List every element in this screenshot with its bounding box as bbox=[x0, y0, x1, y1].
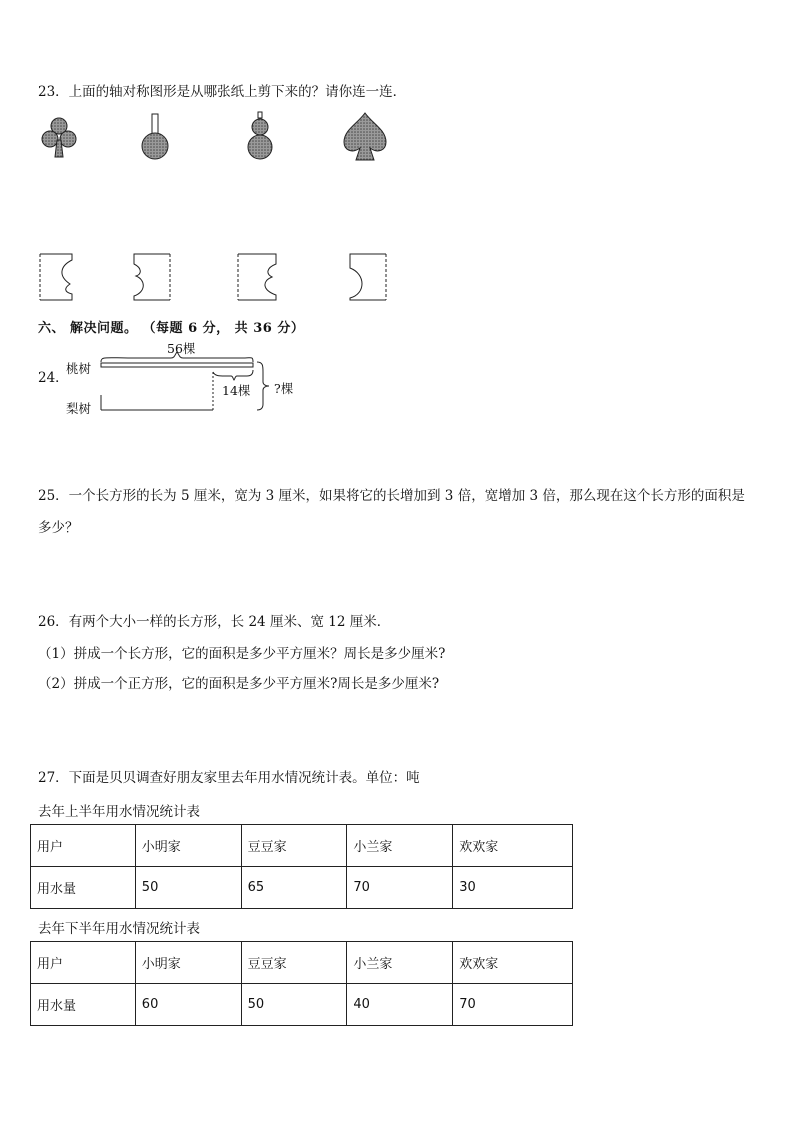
spade-icon bbox=[344, 113, 386, 160]
table-row bbox=[31, 867, 573, 909]
table-cell: 70 bbox=[347, 867, 453, 909]
q26-line1: 26．有两个大小一样的长方形，长 24 厘米、宽 12 厘米． bbox=[38, 614, 391, 630]
table-cell: 50 bbox=[135, 867, 241, 909]
q24-question: ?棵 bbox=[274, 381, 294, 396]
table-cell: 60 bbox=[135, 984, 241, 1026]
table-row bbox=[31, 825, 573, 867]
q26-line2: （1）拼成一个长方形，它的面积是多少平方厘米？周长是多少厘米? bbox=[38, 646, 446, 662]
table2 bbox=[30, 941, 573, 1026]
table-cell: 欢欢家 bbox=[453, 825, 573, 867]
keyhole-icon bbox=[142, 114, 168, 159]
paper-a bbox=[40, 254, 72, 300]
gourd-icon bbox=[248, 112, 272, 159]
table-cell: 小兰家 bbox=[347, 825, 453, 867]
q25-line1: 25．一个长方形的长为 5 厘米，宽为 3 厘米，如果将它的长增加到 3 倍，宽增加 3 倍，那么现在这个长方形的面积是 bbox=[38, 488, 745, 504]
table-cell: 30 bbox=[453, 867, 573, 909]
table2-caption: 去年下半年用水情况统计表 bbox=[38, 921, 200, 937]
table1 bbox=[30, 824, 573, 909]
q24-diagram bbox=[95, 350, 285, 416]
table-cell: 小明家 bbox=[135, 825, 241, 867]
table-cell: 小兰家 bbox=[347, 942, 453, 984]
club-icon bbox=[42, 118, 76, 157]
table-cell: 欢欢家 bbox=[453, 942, 573, 984]
q25-line2: 多少？ bbox=[38, 520, 79, 536]
q24-total-peach: 56棵 bbox=[167, 341, 196, 356]
paper-d bbox=[350, 254, 386, 300]
table-cell: 用户 bbox=[31, 825, 136, 867]
q24-label-peach: 桃树 bbox=[66, 361, 92, 376]
table-cell: 40 bbox=[347, 984, 453, 1026]
paper-c bbox=[238, 254, 276, 300]
section6-title: 六、 解决问题。 （每题 6 分， 共 36 分） bbox=[38, 321, 305, 336]
table-cell: 豆豆家 bbox=[241, 942, 347, 984]
q24-label-pear: 梨树 bbox=[66, 401, 92, 416]
table-cell: 小明家 bbox=[135, 942, 241, 984]
table-cell: 用水量 bbox=[31, 984, 136, 1026]
table-cell: 用户 bbox=[31, 942, 136, 984]
q26-line3: （2）拼成一个正方形，它的面积是多少平方厘米?周长是多少厘米? bbox=[38, 676, 440, 692]
table-cell: 用水量 bbox=[31, 867, 136, 909]
q23-shapes bbox=[30, 110, 410, 170]
table-cell: 65 bbox=[241, 867, 347, 909]
paper-b bbox=[134, 254, 170, 300]
q24-number: 24． bbox=[38, 370, 69, 386]
table-cell: 豆豆家 bbox=[241, 825, 347, 867]
table-row bbox=[31, 984, 573, 1026]
table-cell: 70 bbox=[453, 984, 573, 1026]
q23-papers bbox=[30, 246, 410, 306]
q24-diff: 14棵 bbox=[222, 383, 251, 398]
q23-text: 23．上面的轴对称图形是从哪张纸上剪下来的？请你连一连． bbox=[38, 84, 407, 100]
table-row bbox=[31, 942, 573, 984]
table1-caption: 去年上半年用水情况统计表 bbox=[38, 804, 200, 820]
q27-line1: 27．下面是贝贝调查好朋友家里去年用水情况统计表。单位：吨 bbox=[38, 770, 420, 786]
table-cell: 50 bbox=[241, 984, 347, 1026]
